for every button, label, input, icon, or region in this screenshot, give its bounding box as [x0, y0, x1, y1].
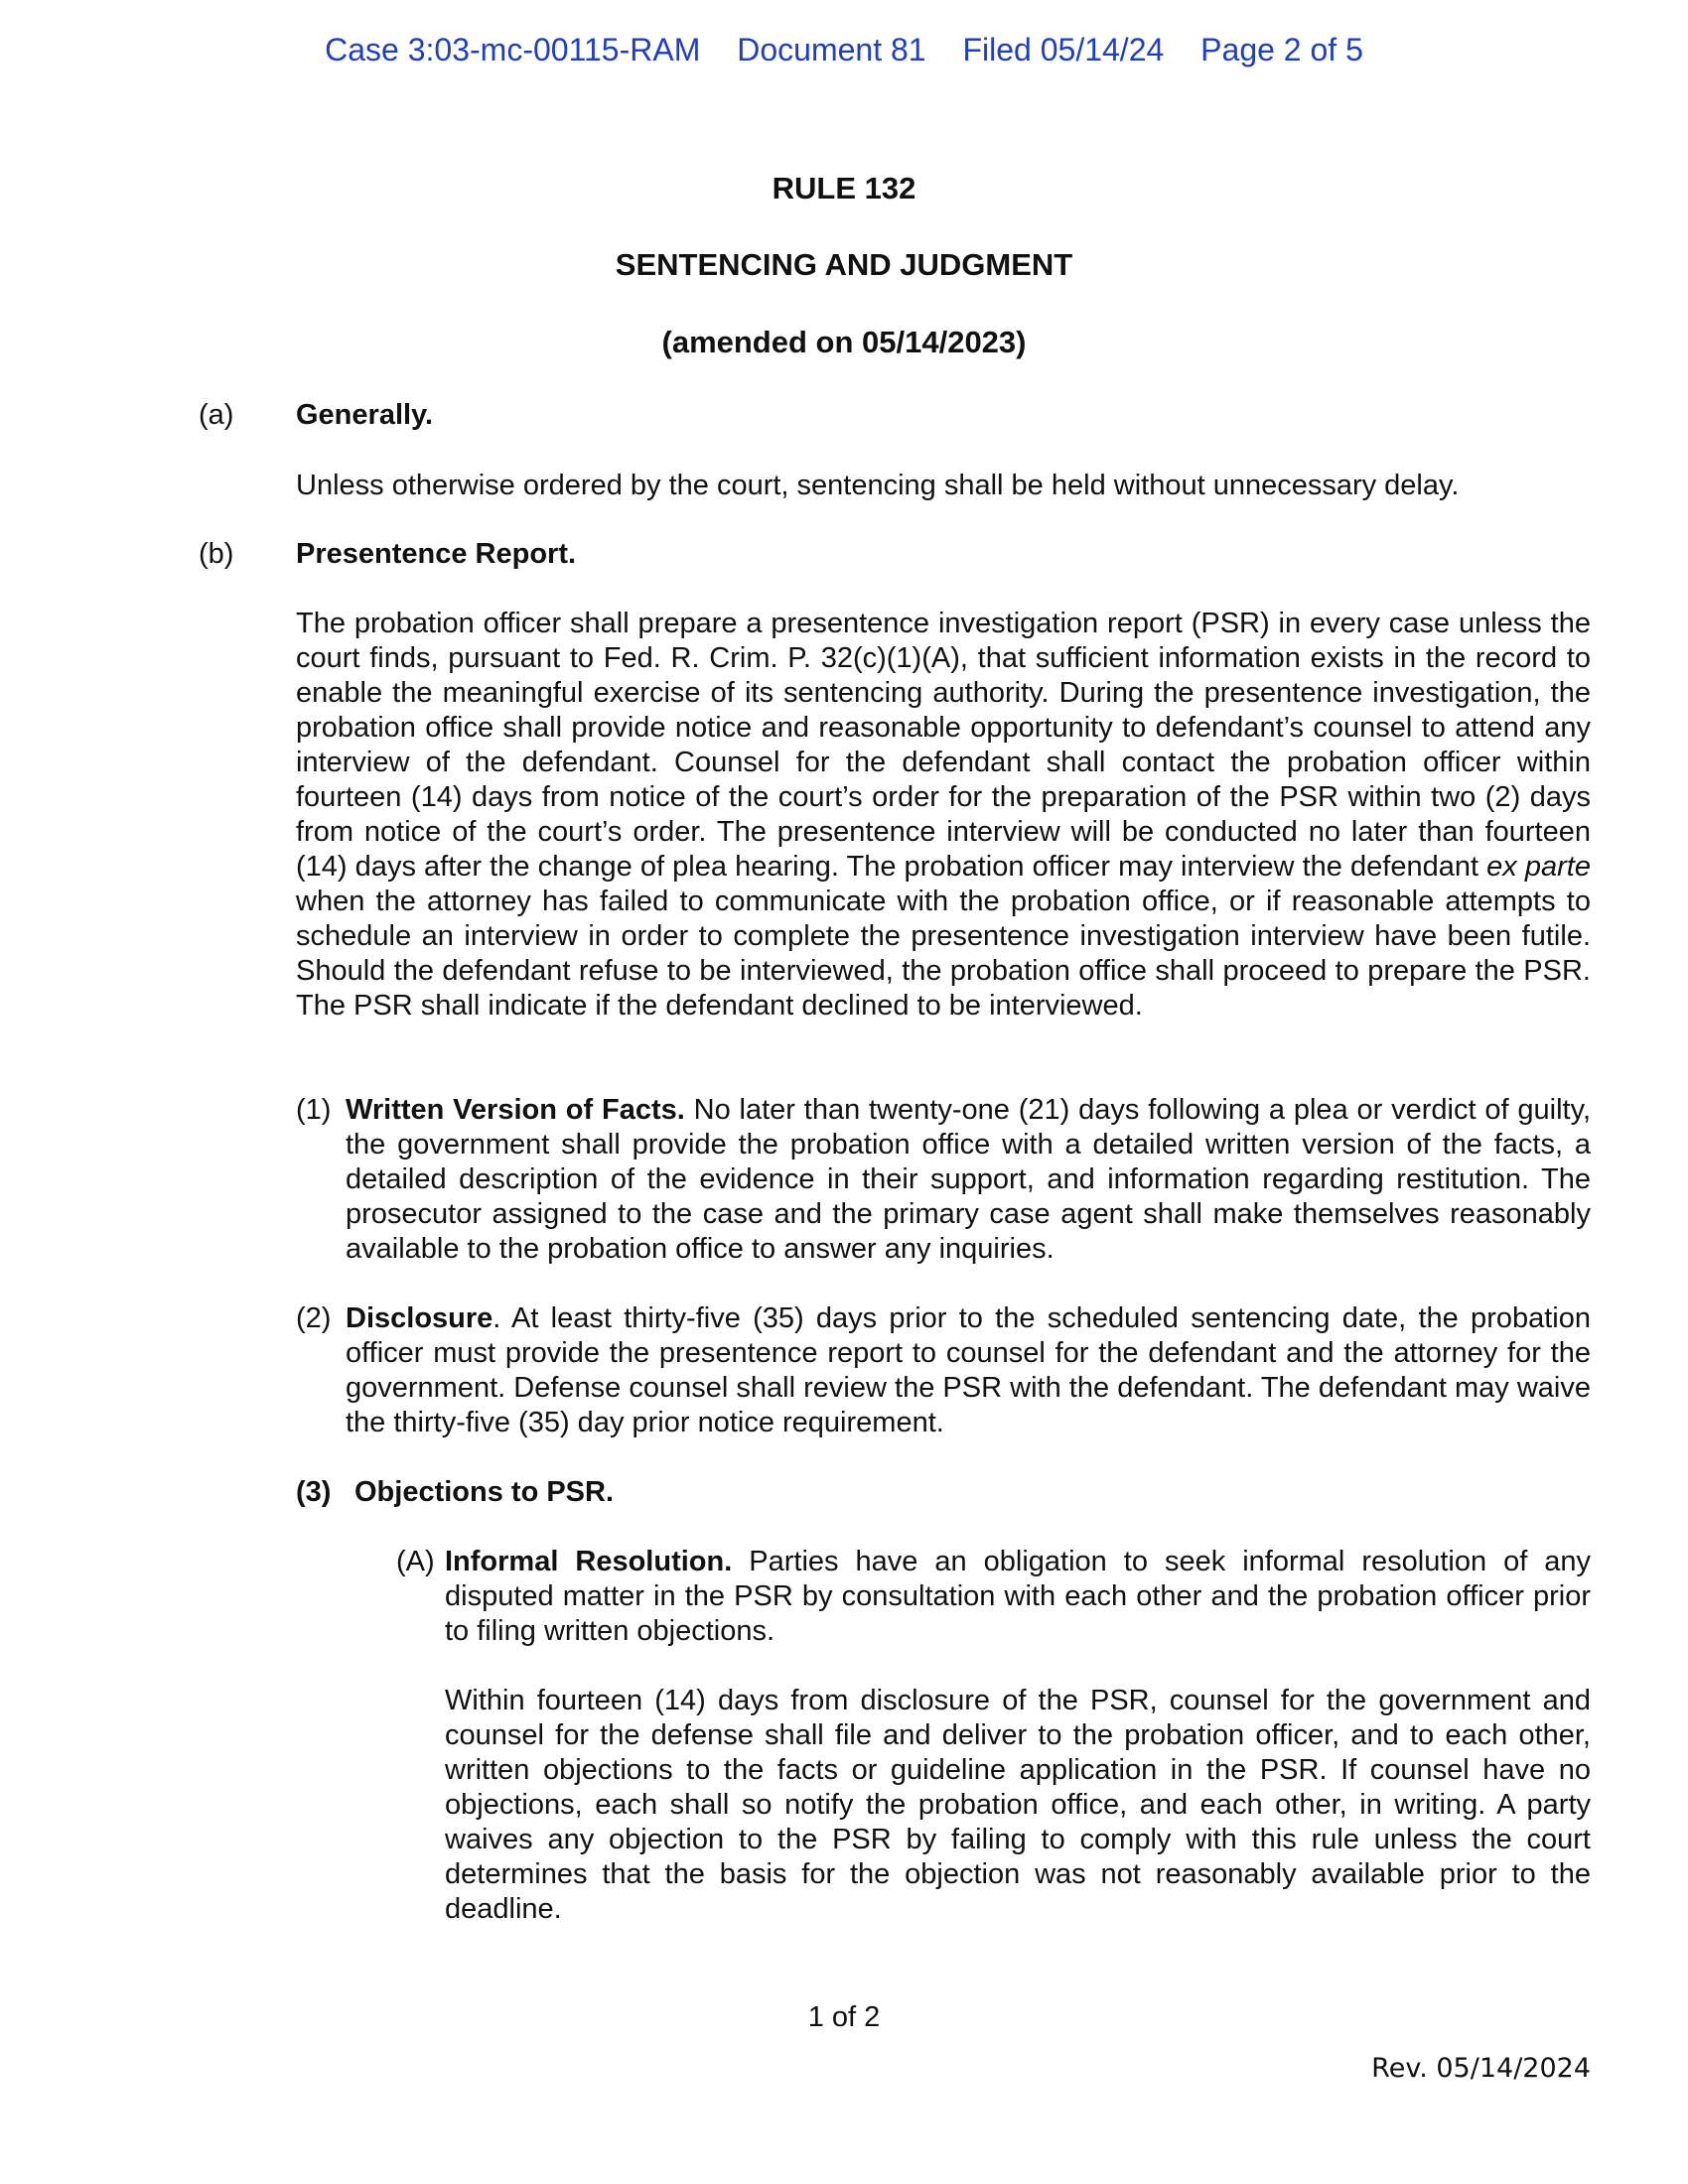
- ex-parte-term: ex parte: [1486, 851, 1591, 883]
- filing-header: [0, 30, 1688, 69]
- item-3A-heading: Informal Resolution.: [445, 1546, 733, 1577]
- section-b-heading: Presentence Report.: [296, 538, 577, 570]
- item-2-body: . At least thirty-five (35) days prior to the scheduled sentencing date, the probation officer must provide the presentence report to counsel for the defendant and the attorney for the government. Defense counsel shall review the PSR with the defendant. The defendant may waive the thirty-five (35) day prior notice requirement.: [346, 1302, 1591, 1438]
- rule-title: SENTENCING AND JUDGMENT: [615, 247, 1073, 282]
- amended-date: (amended on 05/14/2023): [661, 325, 1027, 359]
- item-1-body: No later than twenty-one (21) days following a plea or verdict of guilty, the government shall provide the probation office with a detailed written version of the facts, a detailed description of the evidence in their support, and information regarding restitution. The prosecutor assigned to the case and the primary case agent shall make themselves reasonably available to the probation office to answer any inquiries.: [346, 1094, 1591, 1265]
- item-2-heading: Disclosure: [346, 1302, 493, 1334]
- item-1-text: [346, 1093, 1591, 1267]
- revision-date: Rev. 05/14/2024: [1371, 2053, 1591, 2084]
- section-a-text: Unless otherwise ordered by the court, sentencing shall be held without unnecessary delay.: [296, 470, 1460, 501]
- document-number: Document 81: [737, 32, 926, 68]
- filed-date: Filed 05/14/24: [962, 32, 1165, 68]
- section-a-marker: (a): [199, 399, 234, 431]
- page-footer-number: 1 of 2: [807, 2001, 881, 2033]
- section-b-text-part2: when the attorney has failed to communicate with the probation office, or if reasonable attempts to schedule an interview in order to complete the presentence investigation interview have been futile. Should the defendant refuse to be interviewed, the probation office shall proceed to prepare the PSR. The PSR shall indicate if the defendant declined to be interviewed.: [296, 886, 1591, 1022]
- item-3A-marker: (A): [396, 1546, 435, 1577]
- rule-number: RULE 132: [772, 171, 916, 205]
- item-2-text: [346, 1301, 1591, 1440]
- section-b-text: [296, 607, 1591, 1024]
- item-3A-text: [445, 1545, 1591, 1649]
- section-b-marker: (b): [199, 538, 234, 570]
- item-3A-body: Parties have an obligation to seek informal resolution of any disputed matter in the PSR by consultation with each other and the probation officer prior to filing written objections.: [445, 1546, 1592, 1647]
- section-b-text-part1: The probation officer shall prepare a presentence investigation report (PSR) in every case unless the court finds, pursuant to Fed. R. Crim. P. 32(c)(1)(A), that sufficient information exists in the record to enable the meaningful exercise of its sentencing authority. During the presentence investigation, the probation office shall provide notice and reasonable opportunity to defendant’s counsel to attend any interview of the defendant. Counsel for the defendant shall contact the probation officer within fourteen (14) days from notice of the court’s order for the preparation of the PSR within two (2) days from notice of the court’s order. The presentence interview will be conducted no later than fourteen (14) days after the change of plea hearing. The probation officer may interview the defendant: [296, 608, 1591, 883]
- item-3-heading: Objections to PSR.: [354, 1476, 615, 1508]
- section-a-heading: Generally.: [296, 399, 434, 431]
- page-indicator: Page 2 of 5: [1200, 32, 1363, 68]
- item-1-heading: Written Version of Facts.: [346, 1094, 685, 1126]
- case-number: Case 3:03-mc-00115-RAM: [325, 32, 701, 68]
- item-3-marker: (3): [296, 1476, 332, 1508]
- item-2-marker: (2): [296, 1302, 332, 1334]
- item-1-marker: (1): [296, 1094, 332, 1126]
- item-3A-text2: Within fourteen (14) days from disclosure of the PSR, counsel for the government and counsel for the defense shall file and deliver to the probation officer, and to each other, written objections to the facts or guideline application in the PSR. If counsel have no objections, each shall so notify the probation office, and each other, in writing. A party waives any objection to the PSR by failing to comply with this rule unless the court determines that the basis for the objection was not reasonably available prior to the deadline.: [445, 1685, 1591, 1925]
